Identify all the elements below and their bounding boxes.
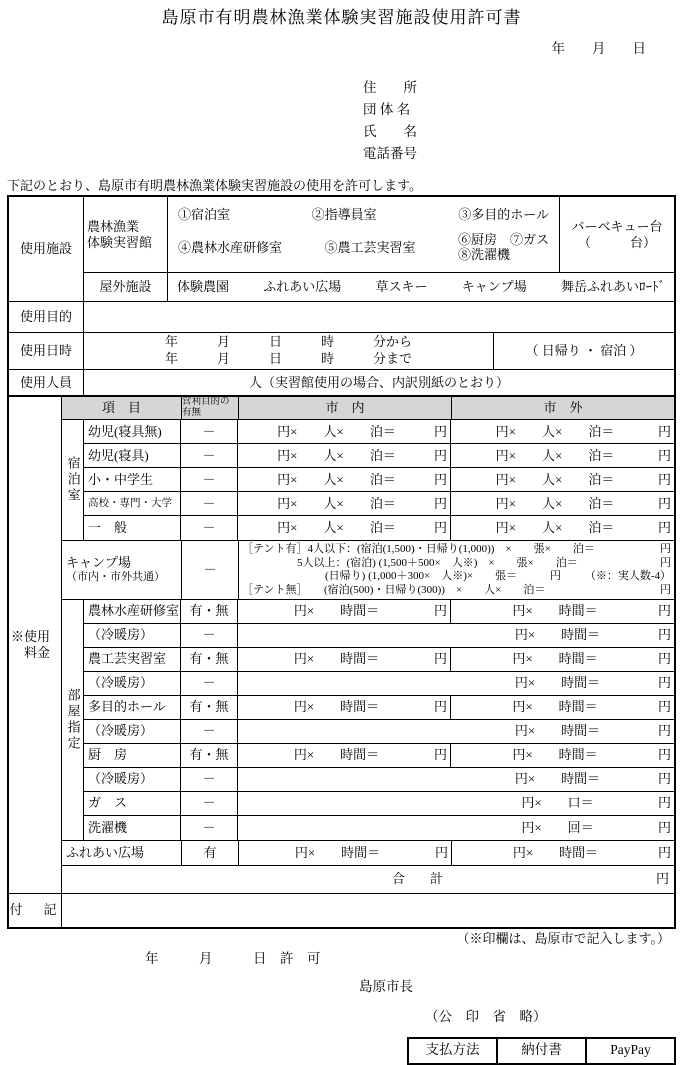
- fee-header-row: [62, 397, 674, 420]
- table-row: [84, 792, 674, 816]
- row-label: （冷暖房）: [84, 672, 181, 695]
- row-label: 洗濯機: [84, 816, 181, 840]
- purpose-value: [84, 302, 674, 332]
- row-label: 農林水産研修室: [84, 600, 181, 623]
- hall-name-cell: [84, 197, 168, 272]
- page-title: 島原市有明農林漁業体験実習施設使用許可書: [161, 8, 522, 27]
- profit-flag: －: [182, 541, 239, 599]
- payment-option-paypay: PayPay: [585, 1039, 674, 1063]
- people-row: [9, 370, 674, 395]
- profit-flag: －: [181, 468, 238, 491]
- address-label: 住 所: [363, 80, 417, 96]
- yen-suffix: 円: [657, 603, 671, 619]
- fee-pattern: 円× 人× 泊＝: [277, 495, 396, 511]
- rooms-stack: [458, 233, 549, 263]
- yen-suffix: 円: [657, 771, 671, 787]
- appendix-label: 付 記: [9, 894, 62, 927]
- fee-pattern: 円× 人× 泊＝: [277, 471, 396, 487]
- fee-pattern: 円× 時間＝: [512, 747, 598, 763]
- permit-date-line: 年 月 日 許 可: [145, 951, 321, 967]
- fee-table: [7, 397, 676, 929]
- fee-pattern: 円× 人× 泊＝: [495, 447, 615, 463]
- mayor-signature: 島原市長: [359, 979, 413, 995]
- table-row: [84, 600, 674, 624]
- table-row: [84, 744, 674, 768]
- yen-suffix: 円: [433, 651, 447, 667]
- profit-flag: －: [181, 516, 238, 540]
- yen-suffix: 円: [657, 471, 671, 487]
- outdoor-item-5: 舞岳ふれあいﾛｰﾄﾞ: [560, 279, 665, 295]
- appendix-row: [9, 894, 674, 927]
- bbq-label: バーベキュー台: [571, 218, 663, 234]
- profit-flag: －: [181, 444, 238, 467]
- profit-flag: －: [181, 624, 238, 647]
- yen-suffix: 円: [657, 651, 671, 667]
- row-label: （冷暖房）: [84, 624, 181, 647]
- yen-suffix: 円: [433, 423, 447, 439]
- row-label: 厨 房: [84, 744, 181, 767]
- fee-pattern: 円× 人× 泊＝: [495, 520, 615, 536]
- camp-line3: (日帰り) (1,000＋300× 人※)× 張＝ 円: [325, 570, 562, 583]
- usage-fee-label: [9, 397, 62, 893]
- datetime-from: 年 月 日 時 分から: [164, 334, 412, 350]
- organization-label: 団 体 名: [363, 102, 411, 118]
- profit-flag: －: [181, 792, 238, 815]
- fee-pattern: 円× 人× 泊＝: [495, 495, 615, 511]
- fee-pattern: 円× 口＝: [521, 795, 594, 811]
- fee-pattern: 円× 時間＝: [514, 627, 601, 643]
- outdoor-item-2: ふれあい広場: [263, 279, 342, 295]
- yen-suffix: 円: [433, 747, 447, 763]
- room-3: ③多目的ホール: [458, 206, 549, 222]
- row-label: 幼児(寝具無): [84, 420, 181, 443]
- yen-suffix: 円: [657, 819, 671, 835]
- yen-suffix: 円: [657, 844, 671, 860]
- phone-label: 電話番号: [363, 146, 417, 162]
- room-group-block: [62, 600, 674, 841]
- payment-method-table: [407, 1037, 676, 1065]
- header-profit: 営利目的の有無: [182, 397, 239, 419]
- profit-flag: 有・無: [181, 648, 238, 671]
- lodging-group-label: 宿泊室: [62, 420, 84, 540]
- yen-suffix: 円: [657, 795, 671, 811]
- outdoor-item-3: 草スキー: [375, 279, 428, 295]
- profit-flag: 有: [182, 841, 239, 865]
- row-label: 一 般: [84, 516, 181, 540]
- table-row: [84, 720, 674, 744]
- row-label: 多目的ホール: [84, 696, 181, 719]
- table-row: [84, 816, 674, 840]
- yen-suffix: 円: [657, 495, 671, 511]
- room-8: ⑧洗濯機: [457, 247, 510, 263]
- profit-flag: －: [181, 492, 238, 515]
- datetime-row: [9, 333, 674, 370]
- row-label: （冷暖房）: [84, 720, 181, 743]
- camp-label: キャンプ場: [66, 555, 132, 571]
- yen-suffix: 円: [657, 675, 671, 691]
- fee-pattern: 円× 時間＝: [512, 651, 598, 667]
- outdoor-items: [168, 273, 674, 301]
- profit-flag: 有・無: [181, 600, 238, 623]
- lodging-group-block: [62, 420, 674, 541]
- row-label: 幼児(寝具): [84, 444, 181, 467]
- room-group-label: 部屋指定: [62, 600, 84, 840]
- facility-table: [7, 195, 676, 397]
- fee-pattern: 円× 人× 泊＝: [277, 447, 396, 463]
- usage-fee-label-line2: 料金: [11, 645, 51, 661]
- row-label: 高校・専門・大学: [84, 492, 181, 515]
- payment-option-slip: 納付書: [496, 1039, 585, 1063]
- header-city-inside: 市 内: [239, 397, 452, 419]
- yen-suffix: 円: [660, 556, 671, 569]
- yen-suffix: 円: [433, 471, 447, 487]
- yen-suffix: 円: [657, 423, 671, 439]
- yen-suffix: 円: [433, 520, 447, 536]
- outdoor-item-4: キャンプ場: [461, 279, 527, 295]
- datetime-range: [84, 333, 494, 369]
- yen-suffix: 円: [657, 627, 671, 643]
- yen-suffix: 円: [657, 723, 671, 739]
- camp-line1: ［テント有］4人以下：(宿泊(1,500)・日帰り(1,000)) × 張× 泊＝: [242, 543, 595, 556]
- seal-omitted-note: （公 印 省 略）: [425, 1009, 547, 1024]
- yen-suffix: 円: [657, 520, 671, 536]
- table-row: [84, 672, 674, 696]
- bbq-cell: [560, 197, 674, 272]
- yen-suffix: 円: [655, 871, 669, 887]
- rooms-list-cell: [168, 197, 560, 272]
- camp-row: [62, 541, 674, 600]
- yen-suffix: 円: [433, 447, 447, 463]
- fee-pattern: 円× 時間＝: [512, 603, 598, 619]
- camp-label-cell: [62, 541, 182, 599]
- datetime-to: 年 月 日 時 分まで: [164, 351, 412, 367]
- yen-suffix: 円: [433, 603, 447, 619]
- plaza-label: ふれあい広場: [62, 841, 182, 865]
- room-6-7: ⑥厨房 ⑦ガス: [457, 232, 549, 248]
- table-row: [84, 624, 674, 648]
- table-row: [84, 648, 674, 672]
- yen-suffix: 円: [434, 844, 448, 860]
- profit-flag: －: [181, 720, 238, 743]
- fee-pattern: 円× 人× 泊＝: [495, 471, 615, 487]
- table-row: [84, 768, 674, 792]
- row-label: （冷暖房）: [84, 768, 181, 791]
- datetime-label: 使用日時: [9, 333, 84, 369]
- camp-line2: 5人以上：(宿泊) (1,500＋500× 人※) × 張× 泊＝: [297, 556, 578, 569]
- fee-pattern: 円× 時間＝: [512, 699, 598, 715]
- table-row: [84, 444, 674, 468]
- yen-suffix: 円: [657, 447, 671, 463]
- room-5: ⑤農工芸実習室: [324, 240, 416, 256]
- row-label: 小・中学生: [84, 468, 181, 491]
- fee-pattern: 円× 人× 泊＝: [277, 423, 396, 439]
- issue-date-line: 年 月 日: [551, 41, 646, 57]
- hall-name-line1: 農林漁業: [87, 218, 140, 234]
- fee-pattern: 円× 時間＝: [294, 844, 381, 860]
- payment-method-label: 支払方法: [425, 1042, 480, 1058]
- row-label: 農工芸実習室: [84, 648, 181, 671]
- outdoor-facility-label: 屋外施設: [84, 273, 168, 301]
- facility-label: 使用施設: [9, 197, 84, 301]
- daytrip-or-stay: （ 日帰り ・ 宿泊 ）: [525, 343, 643, 359]
- room-2: ②指導員室: [311, 206, 377, 222]
- fee-pattern: 円× 回＝: [521, 819, 594, 835]
- fee-pattern: 円× 時間＝: [514, 771, 601, 787]
- purpose-label: 使用目的: [9, 302, 84, 332]
- intro-text: 下記のとおり、島原市有明農林漁業体験実習施設の使用を許可します。: [7, 178, 422, 194]
- room-1: ①宿泊室: [178, 206, 231, 222]
- row-label: ガ ス: [84, 792, 181, 815]
- yen-suffix: 円: [660, 583, 671, 596]
- yen-suffix: 円: [433, 495, 447, 511]
- fee-pattern: 円× 時間＝: [293, 603, 380, 619]
- people-label: 使用人員: [9, 370, 84, 395]
- profit-flag: 有・無: [181, 696, 238, 719]
- total-label: 合 計: [391, 871, 449, 887]
- header-item: 項 目: [62, 397, 182, 419]
- people-value: 人（実習館使用の場合、内訳別紙のとおり）: [248, 374, 509, 390]
- camp-line3-note: （※：実人数-4）: [584, 570, 671, 583]
- yen-suffix: 円: [660, 543, 671, 556]
- name-label: 氏 名: [363, 124, 417, 140]
- profit-flag: －: [181, 816, 238, 840]
- camp-sublabel: （市内・市外共通）: [66, 571, 165, 584]
- header-city-outside: 市 外: [543, 400, 583, 416]
- purpose-row: [9, 302, 674, 333]
- profit-flag: 有・無: [181, 744, 238, 767]
- table-row: [84, 516, 674, 540]
- camp-line4: ［テント無］ (宿泊(500)・日帰り(300)) × 人× 泊＝: [242, 583, 546, 596]
- total-row: [62, 866, 674, 893]
- yen-suffix: 円: [433, 699, 447, 715]
- yen-suffix: 円: [657, 699, 671, 715]
- bbq-count-blank: （ 台）: [577, 234, 656, 250]
- outdoor-item-1: 体験農園: [177, 279, 230, 295]
- profit-flag: －: [181, 672, 238, 695]
- facility-row: [9, 197, 674, 302]
- fee-pattern: 円× 時間＝: [514, 723, 601, 739]
- fee-pattern: 円× 時間＝: [293, 747, 380, 763]
- room-4: ④農林水産研修室: [178, 240, 283, 256]
- fee-pattern: 円× 時間＝: [512, 844, 599, 860]
- fee-pattern: 円× 人× 泊＝: [277, 520, 396, 536]
- table-row: [84, 420, 674, 444]
- hall-name-line2: 体験実習館: [87, 234, 153, 250]
- fee-pattern: 円× 時間＝: [293, 699, 380, 715]
- yen-suffix: 円: [657, 747, 671, 763]
- usage-fee-label-line1: ※使用: [11, 628, 51, 644]
- fee-pattern: 円× 人× 泊＝: [495, 423, 615, 439]
- fee-pattern: 円× 時間＝: [293, 651, 380, 667]
- table-row: [84, 492, 674, 516]
- table-row: [84, 696, 674, 720]
- profit-flag: －: [181, 768, 238, 791]
- camp-fee-formula: [239, 541, 674, 599]
- table-row: [84, 468, 674, 492]
- appendix-content: [62, 894, 674, 927]
- fee-pattern: 円× 時間＝: [514, 675, 601, 691]
- plaza-row: [62, 841, 674, 866]
- applicant-block: [363, 80, 676, 168]
- profit-flag: －: [181, 420, 238, 443]
- fill-in-note: （※印欄は、島原市で記入します。）: [456, 931, 670, 946]
